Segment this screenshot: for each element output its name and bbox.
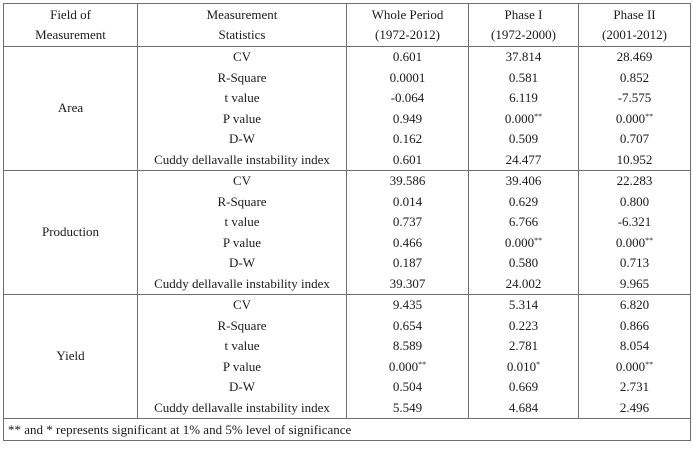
header-whole-line1: Whole Period	[371, 7, 444, 22]
phase-2-cell	[579, 212, 691, 233]
statistic-cell: t value	[138, 212, 347, 233]
cell-value: 6.820	[619, 297, 650, 312]
phase-1-cell	[469, 109, 579, 130]
table-header	[4, 4, 691, 47]
cell-value: -0.064	[390, 90, 425, 105]
cell-value: 0.223	[508, 317, 539, 333]
whole-period-cell	[347, 398, 469, 419]
whole-period-cell	[347, 233, 469, 254]
whole-period-cell	[347, 336, 469, 357]
header-phase-1	[469, 4, 579, 47]
cell-value: 0.000	[615, 110, 646, 126]
statistic-cell: CV	[138, 295, 347, 316]
phase-2-cell	[579, 336, 691, 357]
cell-value: -6.321	[617, 214, 652, 229]
cell-value: 0.581	[508, 69, 539, 85]
cell-value: 0.509	[508, 131, 539, 146]
group-area	[4, 47, 691, 171]
statistic-cell: P value	[138, 233, 347, 254]
phase-2-cell	[579, 253, 691, 274]
cell-value: 28.469	[616, 49, 653, 64]
whole-period-cell	[347, 253, 469, 274]
whole-period-cell	[347, 150, 469, 171]
phase-1-cell	[469, 316, 579, 337]
phase-1-cell	[469, 171, 579, 192]
statistic-cell: R-Square	[138, 316, 347, 337]
group-production	[4, 171, 691, 295]
cell-value: 0.707	[619, 131, 650, 146]
phase-2-cell	[579, 109, 691, 130]
whole-period-cell	[347, 171, 469, 192]
phase-1-cell	[469, 47, 579, 68]
footnote: ** and * represents significant at 1% and 5% level of significance	[4, 419, 691, 441]
header-phase2-line1: Phase II	[613, 7, 656, 22]
cell-value: 0.162	[392, 131, 423, 146]
whole-period-cell	[347, 316, 469, 337]
table-row	[4, 171, 691, 192]
cell-value: 5.549	[392, 399, 423, 415]
cell-value: 0.949	[392, 110, 423, 126]
cell-value: 39.406	[505, 173, 542, 188]
cell-value: 9.965	[619, 275, 650, 291]
significance-marker: **	[418, 359, 427, 369]
header-stats-line2: Statistics	[218, 27, 266, 42]
cell-value: 39.307	[389, 275, 426, 291]
phase-1-cell	[469, 192, 579, 213]
header-phase1-line2: (1972-2000)	[491, 27, 556, 42]
cell-value: 2.781	[508, 338, 539, 353]
cell-value: 0.669	[508, 379, 539, 394]
cell-value: 0.000	[504, 110, 535, 126]
cell-value: 8.589	[392, 338, 423, 353]
footnote-row	[4, 419, 691, 441]
phase-1-cell	[469, 68, 579, 89]
whole-period-cell	[347, 357, 469, 378]
cell-value: 0.654	[392, 317, 423, 333]
cell-value: 0.601	[392, 49, 423, 64]
phase-2-cell	[579, 274, 691, 295]
significance-marker: **	[645, 235, 654, 245]
whole-period-cell	[347, 295, 469, 316]
cell-value: 37.814	[505, 49, 542, 64]
statistic-cell: R-Square	[138, 68, 347, 89]
whole-period-cell	[347, 274, 469, 295]
statistic-cell: t value	[138, 336, 347, 357]
statistic-cell: CV	[138, 47, 347, 68]
phase-2-cell	[579, 357, 691, 378]
cell-value: 0.000	[504, 234, 535, 250]
cell-value: 0.0001	[389, 69, 426, 85]
header-field-line2: Measurement	[35, 27, 106, 42]
whole-period-cell	[347, 109, 469, 130]
phase-1-cell	[469, 150, 579, 171]
cell-value: 0.010	[506, 358, 537, 374]
cell-value: 4.684	[508, 399, 539, 415]
cell-value: 0.000	[615, 234, 646, 250]
cell-value: 10.952	[616, 151, 653, 167]
whole-period-cell	[347, 192, 469, 213]
phase-1-cell	[469, 233, 579, 254]
cell-value: 8.054	[619, 338, 650, 353]
statistic-cell: t value	[138, 88, 347, 109]
cell-value: 0.713	[619, 255, 650, 270]
phase-2-cell	[579, 47, 691, 68]
phase-1-cell	[469, 295, 579, 316]
phase-1-cell	[469, 129, 579, 150]
cell-value: 9.435	[392, 297, 423, 312]
statistic-cell: P value	[138, 357, 347, 378]
header-field-line1: Field of	[50, 7, 91, 22]
phase-1-cell	[469, 88, 579, 109]
statistic-cell: Cuddy dellavalle instability index	[138, 274, 347, 295]
phase-2-cell	[579, 68, 691, 89]
phase-2-cell	[579, 316, 691, 337]
phase-1-cell	[469, 336, 579, 357]
statistic-cell: CV	[138, 171, 347, 192]
whole-period-cell	[347, 212, 469, 233]
cell-value: 2.731	[619, 379, 650, 394]
header-phase-2	[579, 4, 691, 47]
phase-2-cell	[579, 171, 691, 192]
cell-value: 0.014	[392, 193, 423, 209]
cell-value: 24.477	[505, 151, 542, 167]
significance-marker: **	[534, 235, 543, 245]
phase-1-cell	[469, 377, 579, 398]
significance-marker: **	[645, 359, 654, 369]
header-field-of-measurement	[4, 4, 138, 47]
phase-2-cell	[579, 150, 691, 171]
cell-value: 24.002	[505, 275, 542, 291]
header-phase1-line1: Phase I	[504, 7, 543, 22]
statistic-cell: D-W	[138, 253, 347, 274]
header-whole-line2: (1972-2012)	[375, 27, 440, 42]
cell-value: 0.000	[615, 358, 646, 374]
cell-value: 2.496	[619, 399, 650, 415]
cell-value: 0.504	[392, 379, 423, 394]
group-yield	[4, 295, 691, 419]
cell-value: 0.000	[388, 358, 419, 374]
phase-2-cell	[579, 295, 691, 316]
phase-2-cell	[579, 233, 691, 254]
header-phase2-line2: (2001-2012)	[602, 27, 667, 42]
whole-period-cell	[347, 377, 469, 398]
field-cell: Production	[4, 171, 138, 295]
phase-2-cell	[579, 129, 691, 150]
cell-value: -7.575	[617, 90, 652, 105]
phase-1-cell	[469, 357, 579, 378]
statistic-cell: R-Square	[138, 192, 347, 213]
phase-2-cell	[579, 377, 691, 398]
statistic-cell: D-W	[138, 377, 347, 398]
phase-1-cell	[469, 398, 579, 419]
whole-period-cell	[347, 129, 469, 150]
header-measurement-statistics	[138, 4, 347, 47]
field-cell: Yield	[4, 295, 138, 419]
cell-value: 6.766	[508, 214, 539, 229]
whole-period-cell	[347, 47, 469, 68]
significance-marker: *	[536, 359, 541, 369]
phase-2-cell	[579, 192, 691, 213]
table-row	[4, 295, 691, 316]
header-stats-line1: Measurement	[206, 7, 278, 22]
phase-1-cell	[469, 274, 579, 295]
significance-marker: **	[645, 111, 654, 121]
whole-period-cell	[347, 88, 469, 109]
statistic-cell: Cuddy dellavalle instability index	[138, 398, 347, 419]
statistic-cell: D-W	[138, 129, 347, 150]
cell-value: 39.586	[389, 173, 426, 188]
cell-value: 0.629	[508, 193, 539, 209]
table-footer	[4, 419, 691, 441]
header-whole-period	[347, 4, 469, 47]
cell-value: 0.580	[508, 255, 539, 270]
cell-value: 0.800	[619, 193, 650, 209]
phase-1-cell	[469, 212, 579, 233]
cell-value: 0.187	[392, 255, 423, 270]
cell-value: 0.852	[619, 69, 650, 85]
cell-value: 0.601	[392, 151, 423, 167]
phase-1-cell	[469, 253, 579, 274]
table-row	[4, 47, 691, 68]
cell-value: 22.283	[616, 173, 653, 188]
cell-value: 6.119	[509, 90, 538, 105]
cell-value: 0.737	[392, 214, 423, 229]
statistic-cell: Cuddy dellavalle instability index	[138, 150, 347, 171]
cell-value: 0.866	[619, 317, 650, 333]
instability-statistics-table	[3, 3, 691, 441]
phase-2-cell	[579, 398, 691, 419]
cell-value: 0.466	[392, 234, 423, 250]
statistic-cell: P value	[138, 109, 347, 130]
significance-marker: **	[534, 111, 543, 121]
field-cell: Area	[4, 47, 138, 171]
header-row	[4, 4, 691, 47]
phase-2-cell	[579, 88, 691, 109]
cell-value: 5.314	[508, 297, 539, 312]
whole-period-cell	[347, 68, 469, 89]
